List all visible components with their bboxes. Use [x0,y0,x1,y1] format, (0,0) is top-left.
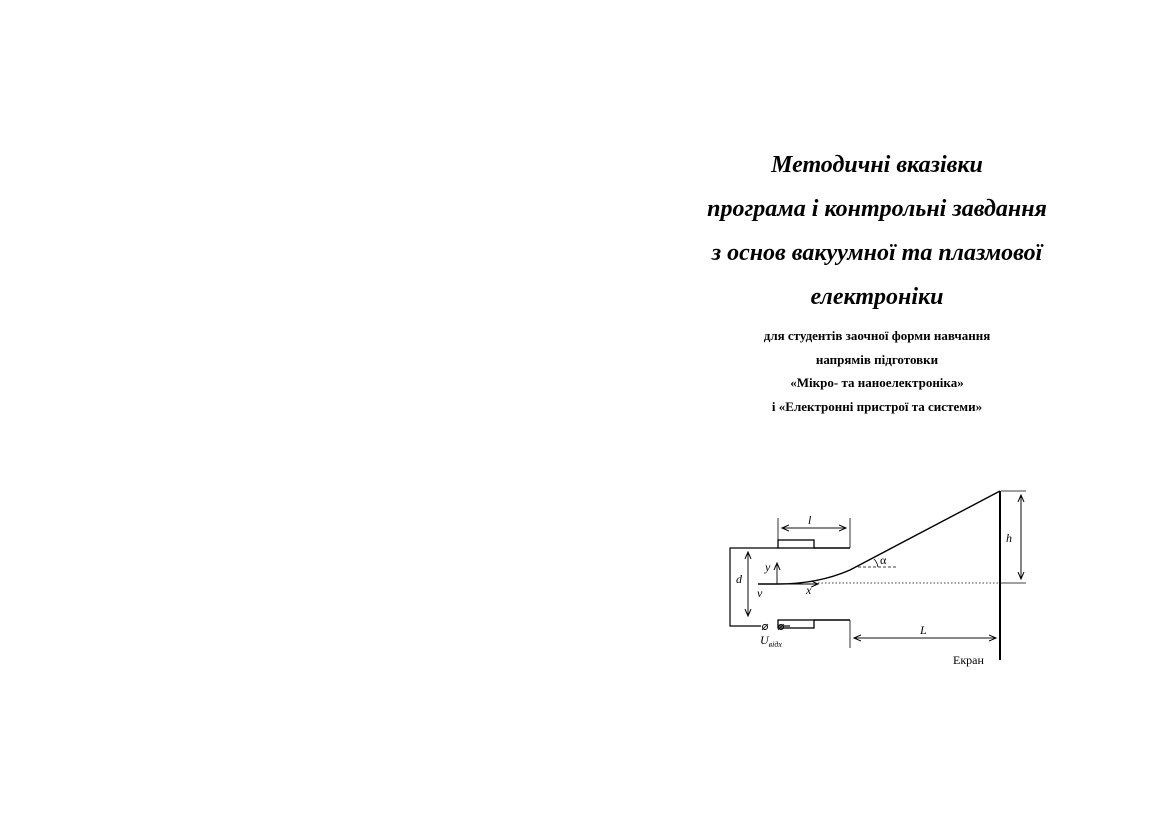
title-line-4: електроніки [810,284,944,310]
title-line-2: програма і контрольні завдання [707,196,1047,222]
label-u-subscript: відх [768,640,782,649]
label-d: d [736,572,742,586]
dimension-h [1001,491,1026,583]
label-u-deflect [760,633,782,649]
label-v: v [757,586,763,600]
title-line-3: з основ вакуумної та плазмової [711,240,1043,266]
label-L: L [920,623,927,637]
title-page [585,0,1169,827]
subtitle-line-1: для студентів заочної форми навчання [763,328,991,343]
title-line-1: Методичні вказівки [771,152,983,178]
label-alpha: α [880,553,887,567]
lower-plate [778,620,850,628]
electron-trajectory [758,491,1000,584]
alpha-arc [874,559,878,567]
subtitle-line-2: напрямів підготовки [815,351,939,367]
label-u: U [760,633,769,647]
label-x: x [806,583,812,597]
label-l: l [808,513,812,527]
label-h: h [1006,531,1012,545]
label-screen: Екран [953,653,984,667]
subtitle-line-4: і «Електронні пристрої та системи» [771,398,983,414]
upper-plate [778,540,850,548]
document-subtitle [585,324,1169,418]
label-y: y [765,560,771,574]
deflection-diagram [700,480,1040,680]
subtitle-line-3: «Мікро- та наноелектроніка» [790,375,964,390]
document-title [585,143,1169,319]
